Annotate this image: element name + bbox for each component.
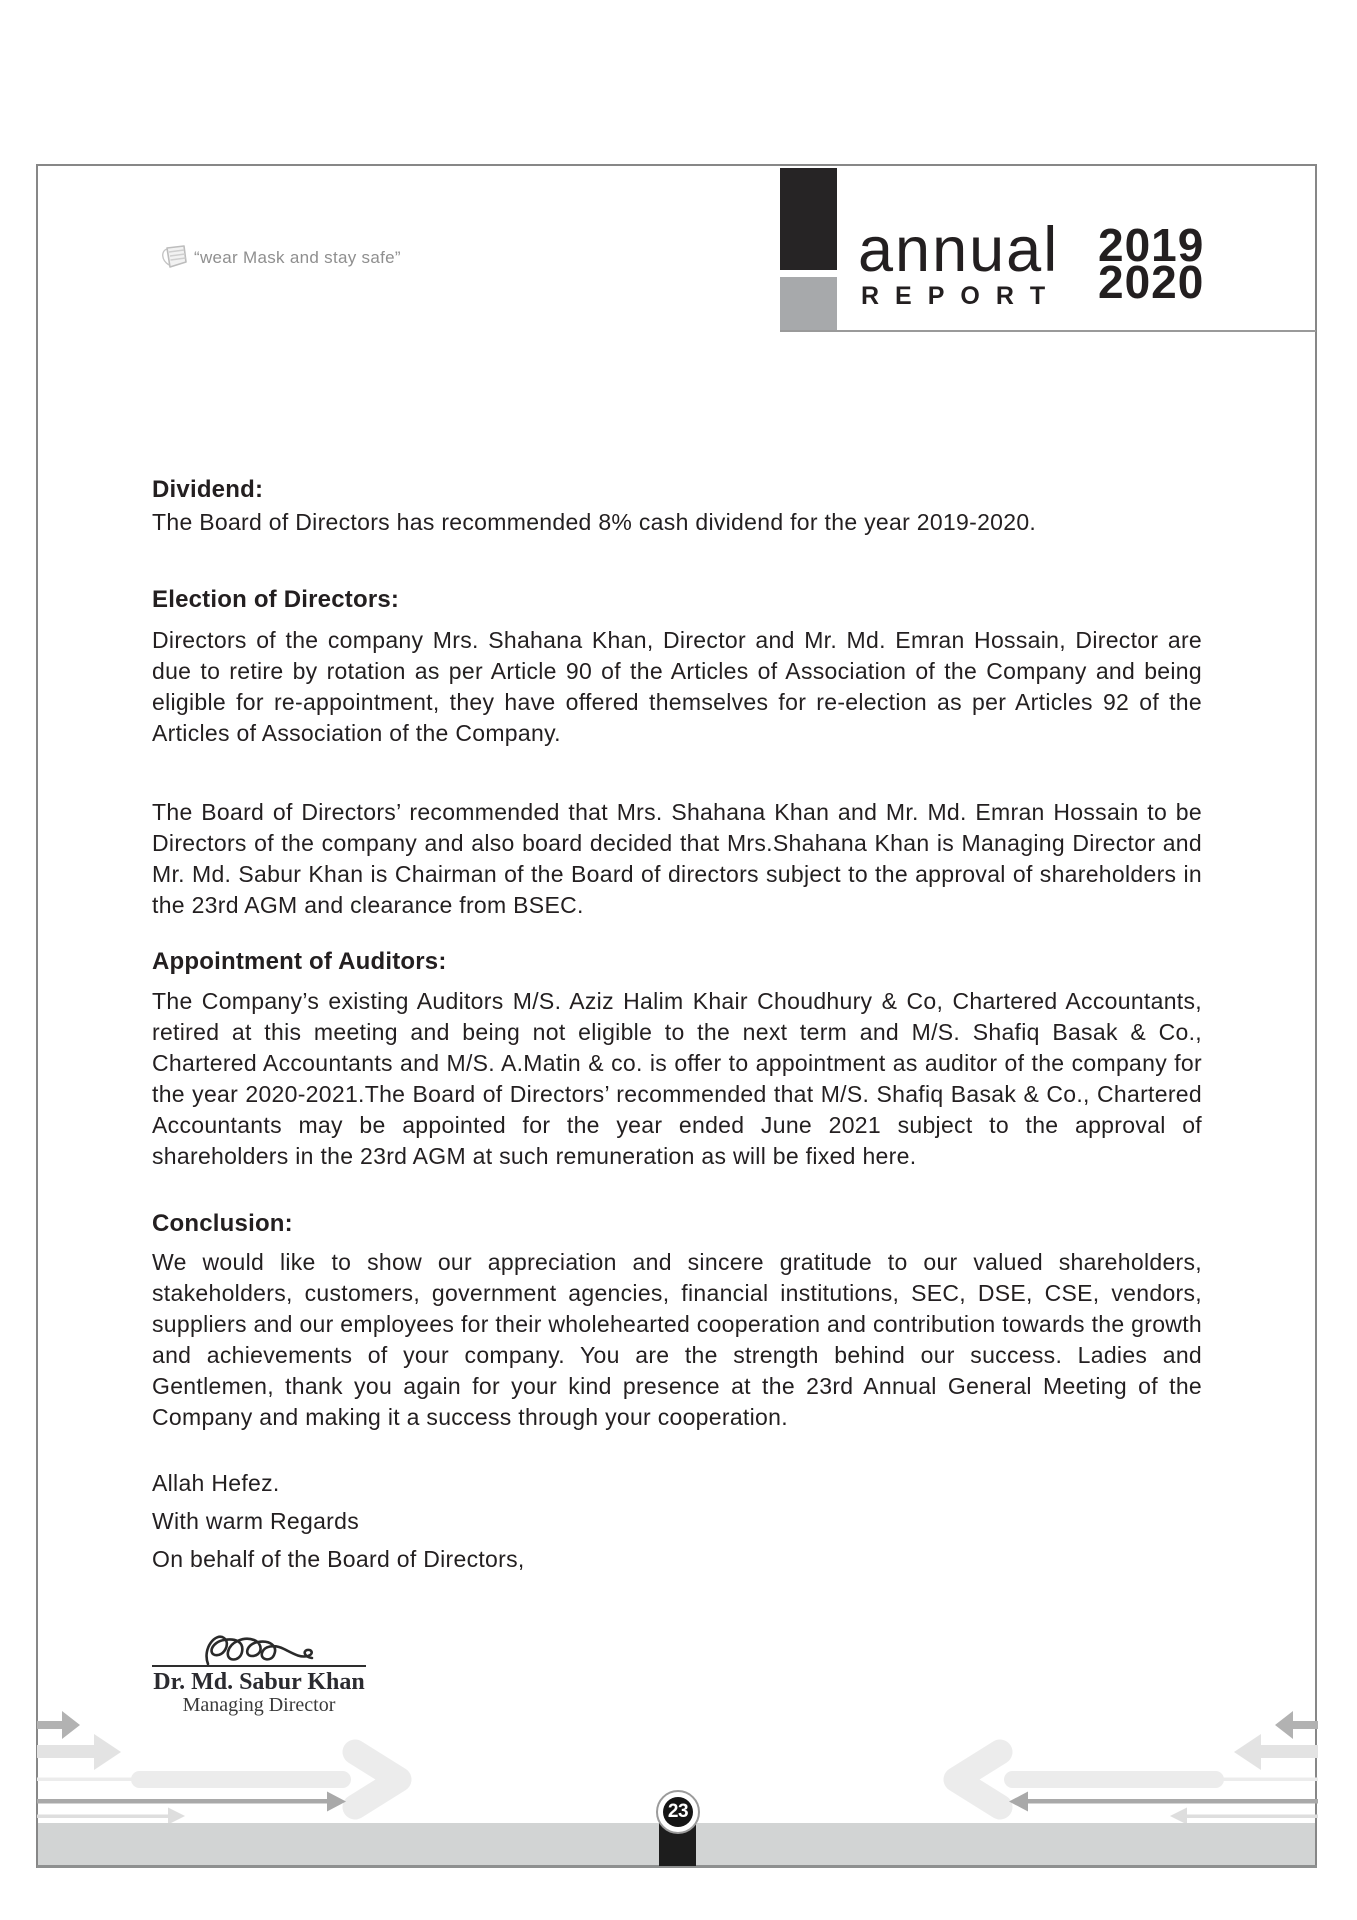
logo-black-block [780, 168, 837, 270]
logo-underline [780, 330, 1316, 332]
paragraph-election-1: Directors of the company Mrs. Shahana Khan, Director and Mr. Md. Emran Hossain, Director are due to retire by rotation as per Article 90 of the Articles of Association of the Company and being eligible for re-appointment, they have offered themselves for re-election as per Articles 92 of the Articles of Association of the Company. [152, 627, 1202, 746]
paragraph-dividend: The Board of Directors has recommended 8% cash dividend for the year 2019-2020. [152, 509, 1037, 535]
heading-auditors: Appointment of Auditors: [152, 948, 447, 975]
signatory-title: Managing Director [182, 1694, 336, 1716]
signature-handwriting [200, 1624, 324, 1675]
signatory-name: Dr. Md. Sabur Khan [153, 1669, 365, 1695]
logo-years [1098, 219, 1205, 308]
logo-year-top: 2019 [1098, 219, 1205, 271]
closing-warm-regards: With warm Regards [152, 1508, 360, 1534]
page-border-top [36, 164, 1317, 166]
page-border-right [1315, 164, 1317, 1868]
logo-gray-block [780, 277, 837, 332]
heading-dividend: Dividend: [152, 476, 264, 503]
page-number-badge [656, 1790, 700, 1834]
face-mask-icon [158, 244, 190, 272]
logo-report-text: REPORT [861, 282, 1062, 310]
signature-line [152, 1665, 366, 1667]
heading-election: Election of Directors: [152, 586, 400, 613]
heading-conclusion: Conclusion: [152, 1210, 293, 1237]
page-number: 23 [663, 1797, 693, 1827]
paragraph-auditors: The Company’s existing Auditors M/S. Aziz Halim Khair Choudhury & Co, Chartered Accountants, retired at this meeting and being not eligible to the next term and M/S. Shafiq Basak & Co., Chartered Accountants and M/S. A.Matin & co. is offer to appointment as auditor of the company for the year 2020-2021.The Board of Directors’ recommended that M/S. Shafiq Basak & Co., Chartered Accountants may be appointed for the year ended June 2021 subject to the approval of shareholders in the 23rd AGM at such remuneration as will be fixed here. [152, 988, 1202, 1169]
logo-annual-text: annual [858, 215, 1060, 285]
page-border-left [36, 164, 38, 1868]
paragraph-election-2: The Board of Directors’ recommended that Mrs. Shahana Khan and Mr. Md. Emran Hossain to be Directors of the company and also board decided that Mrs.Shahana Khan is Managing Director and Mr. Md. Sabur Khan is Chairman of the Board of directors subject to the approval of shareholders in the 23rd AGM and clearance from BSEC. [152, 799, 1202, 918]
mask-safety-quote: “wear Mask and stay safe” [194, 248, 401, 267]
closing-on-behalf: On behalf of the Board of Directors, [152, 1546, 525, 1572]
logo-year-bottom: 2020 [1098, 256, 1205, 308]
paragraph-conclusion: We would like to show our appreciation and sincere gratitude to our valued shareholders, stakeholders, customers, government agencies, financial institutions, SEC, DSE, CSE, vendors, suppliers and our employees for their wholehearted cooperation and contribution towards the growth and achievements of your company. You are the strength behind our success. Ladies and Gentlemen, thank you again for your kind presence at the 23rd Annual General Meeting of the Company and making it a success through your cooperation. [152, 1249, 1202, 1430]
closing-allah-hefez: Allah Hefez. [152, 1470, 280, 1496]
